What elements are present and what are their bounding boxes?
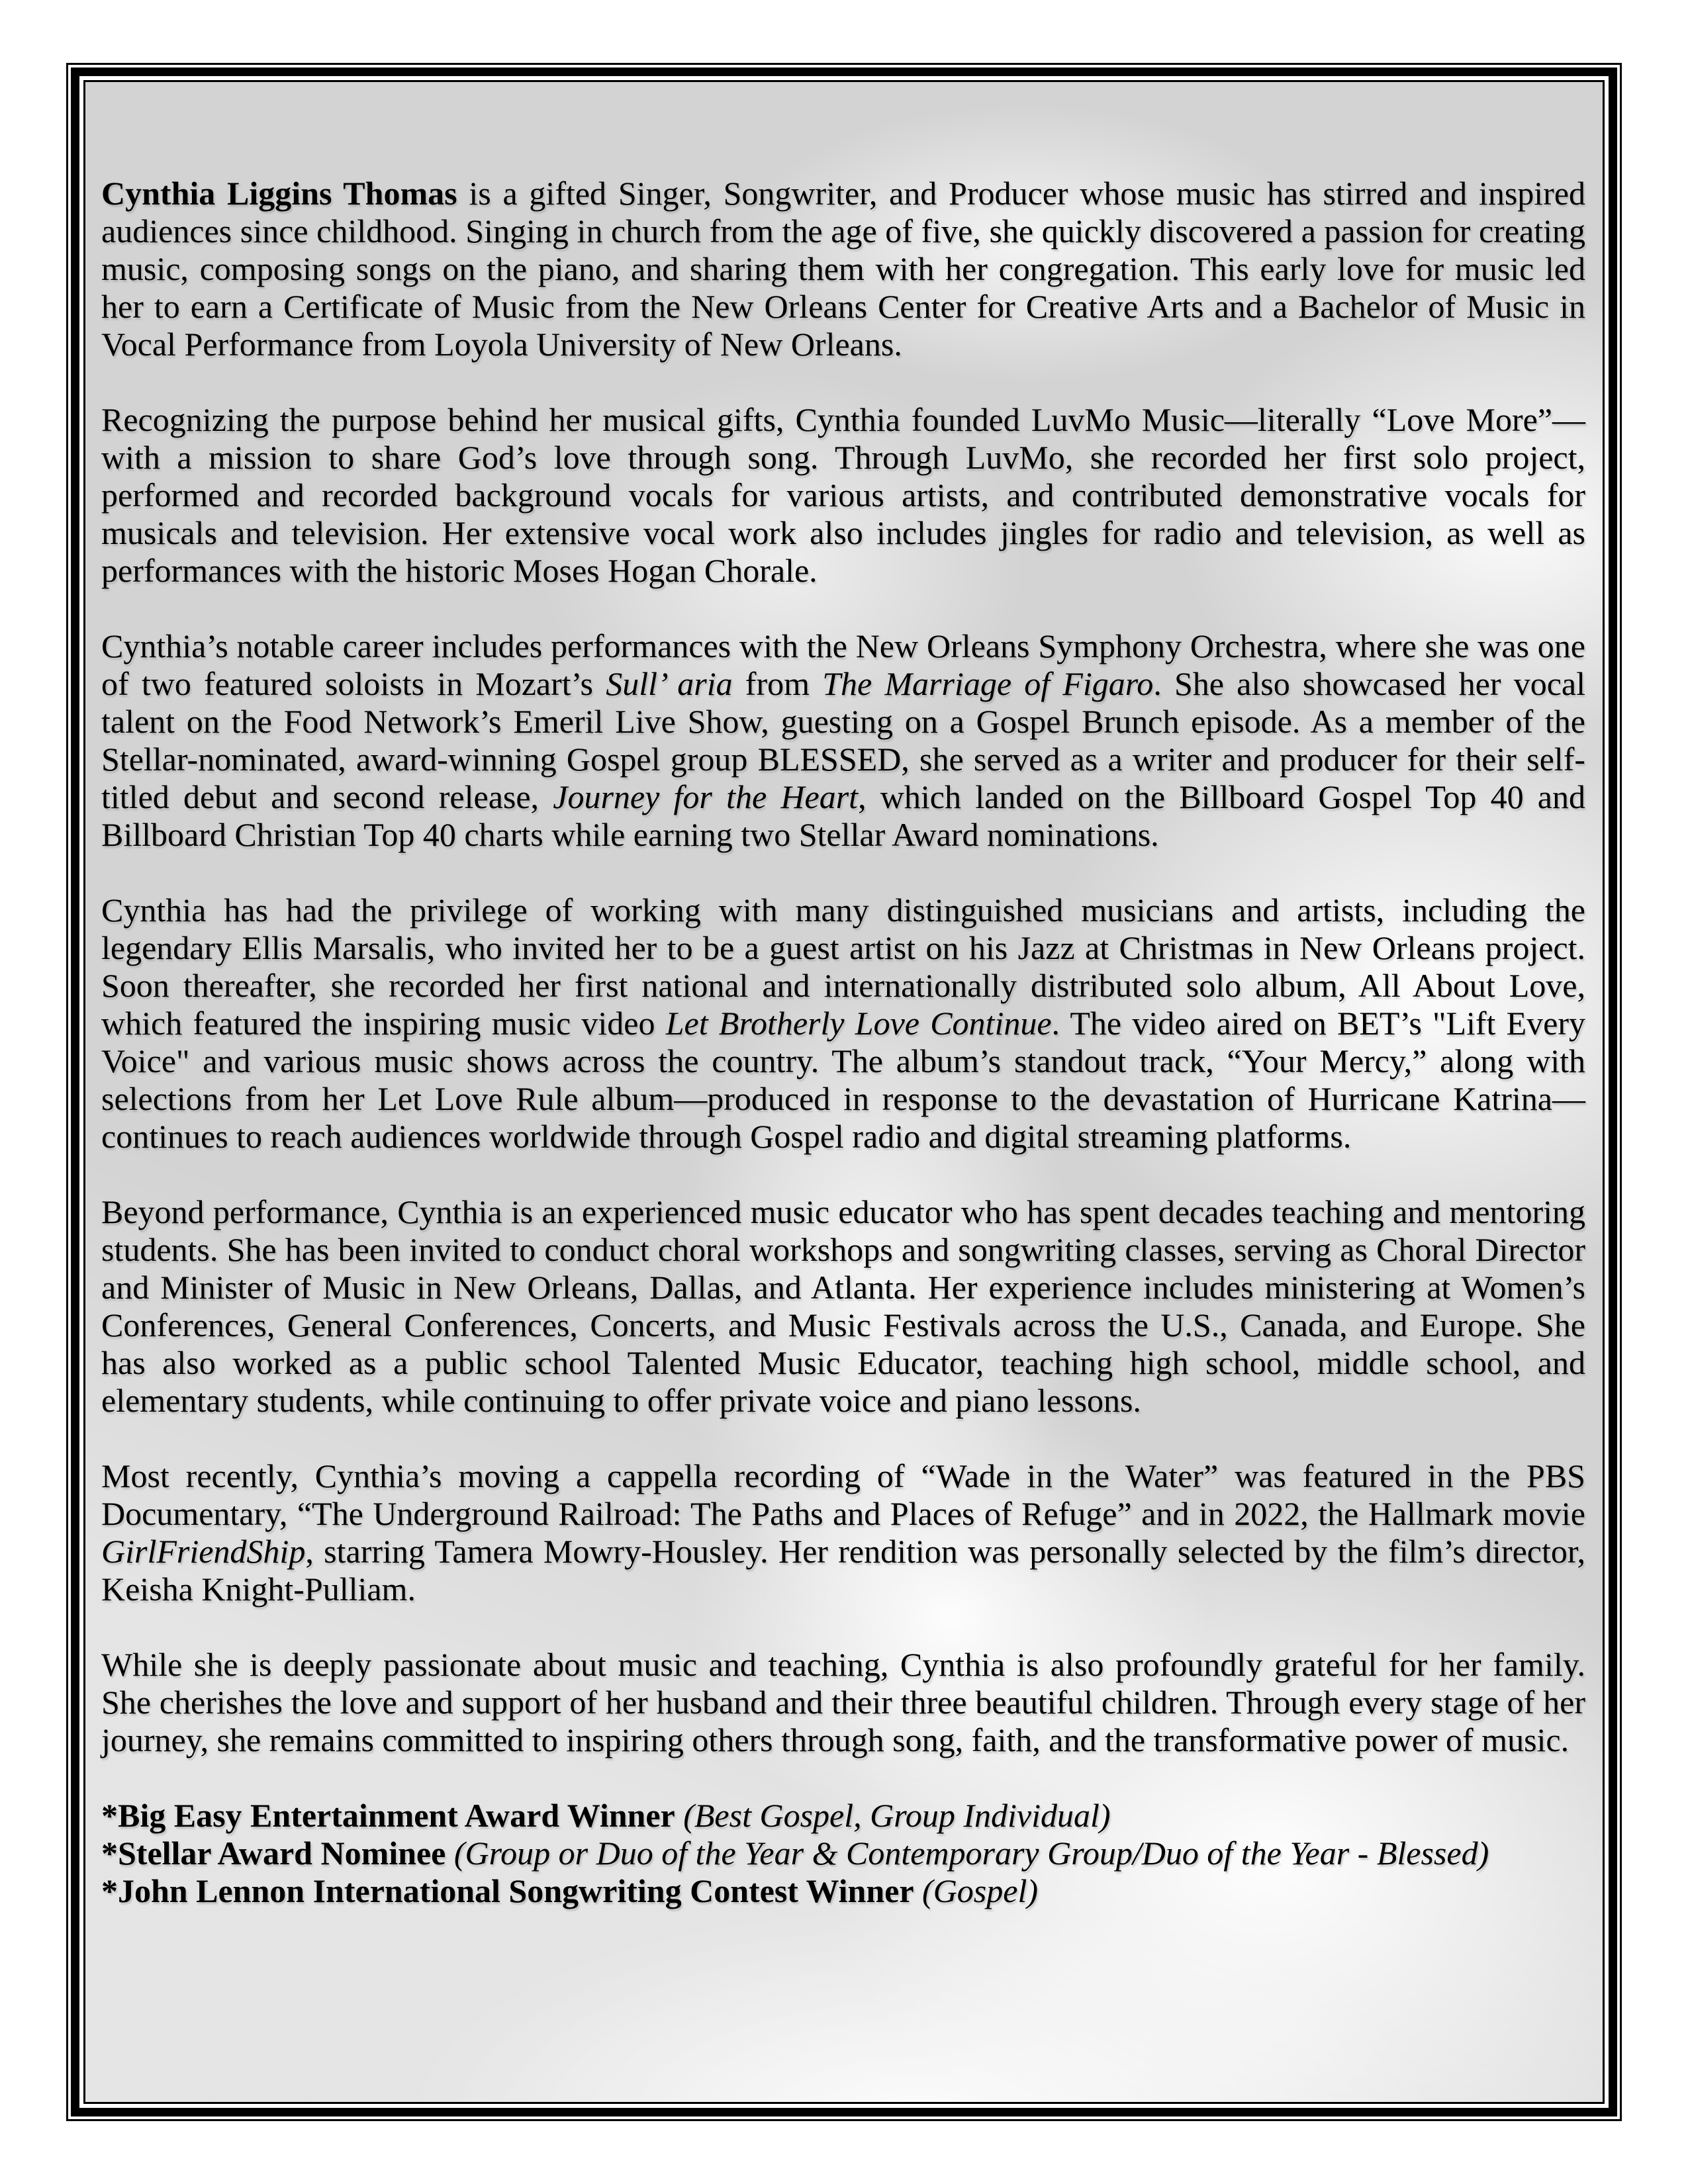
text-run: Recognizing the purpose behind her musical gifts, Cynthia founded LuvMo Music—literally “Love More”—with a mission to share God’s love through song. Through LuvMo, she recorded her first solo project, performed and recorded background vocals for various artists, and contributed demonstrative vocals for musicals and television. Her extensive vocal work also includes jingles for radio and television, as well as performances with the historic Moses Hogan Chorale. bbox=[101, 401, 1585, 589]
text-run: from bbox=[732, 665, 823, 702]
text-run: . The video aired on BET’s "Lift Every Voice" and various music shows across the country. The album’s standout track, “Your Mercy,” along with selections from her Let Love Rule album—produced in response to the devastation of Hurricane Katrina—continues to reach audiences worldwide through Gospel radio and digital streaming platforms. bbox=[101, 1005, 1585, 1155]
page-border-outer-line bbox=[66, 63, 1622, 2121]
text-run: is a gifted Singer, Songwriter, and Producer whose music has stirred and inspired audiences since childhood. Singing in church from the age of five, she quickly discovered a passion for creating music, composing songs on the piano, and sharing them with her congregation. This early love for music led her to earn a Certificate of Music from the New Orleans Center for Creative Arts and a Bachelor of Music in Vocal Performance from Loyola University of New Orleans. bbox=[101, 175, 1586, 363]
page-border-thick-band bbox=[71, 68, 1617, 2116]
bio-paragraph-recent bbox=[101, 1457, 1585, 1608]
text-run: Most recently, Cynthia’s moving a cappella recording of “Wade in the Water” was featured in the PBS Documentary, “The Underground Railroad: The Paths and Places of Refuge” and in 2022, the Hallmark movie bbox=[101, 1457, 1585, 1532]
bio-paragraph-intro bbox=[101, 175, 1585, 363]
page-content-area bbox=[83, 80, 1605, 2104]
awards-list bbox=[101, 1797, 1585, 1910]
bio-paragraph-career bbox=[101, 627, 1585, 854]
italic-run: The Marriage of Figaro bbox=[822, 665, 1154, 702]
text-run: Beyond performance, Cynthia is an experienced music educator who has spent decades teaching and mentoring students. She has been invited to conduct choral workshops and songwriting classes, serving as Choral Director and Minister of Music in New Orleans, Dallas, and Atlanta. Her experience includes ministering at Women’s Conferences, General Conferences, Concerts, and Music Festivals across the U.S., Canada, and Europe. She has also worked as a public school Talented Music Educator, teaching high school, middle school, and elementary students, while continuing to offer private voice and piano lessons. bbox=[101, 1193, 1585, 1419]
bio-paragraph-family bbox=[101, 1646, 1585, 1759]
bio-paragraph-luvmo bbox=[101, 401, 1585, 590]
text-run: Cynthia has had the privilege of working with many distinguished musicians and artists, including the legendary Ellis Marsalis, who invited her to be a guest artist on his Jazz at Christmas in New Orleans project. Soon thereafter, she recorded her first national and internationally distributed solo album, All About Love, which featured the inspiring music video bbox=[101, 891, 1585, 1042]
italic-run: Journey for the Heart bbox=[553, 778, 859, 815]
italic-run: GirlFriendShip bbox=[101, 1533, 306, 1570]
text-run: , which landed on the Billboard Gospel Top 40 and Billboard Christian Top 40 charts while earning two Stellar Award nominations. bbox=[101, 778, 1585, 853]
award-title: *Big Easy Entertainment Award Winner bbox=[101, 1797, 675, 1834]
italic-run: Let Brotherly Love Continue bbox=[665, 1005, 1052, 1042]
bio-paragraph-educator bbox=[101, 1193, 1585, 1420]
award-line-stellar bbox=[101, 1835, 1585, 1872]
award-detail: (Group or Duo of the Year & Contemporary Group/Duo of the Year - Blessed) bbox=[445, 1835, 1489, 1872]
text-run: . She also showcased her vocal talent on the Food Network’s Emeril Live Show, guesting on a Gospel Brunch episode. As a member of the Stellar-nominated, award-winning Gospel group BLESSED, she served as a writer and producer for their self-titled debut and second release, bbox=[101, 665, 1585, 815]
text-run: Cynthia’s notable career includes performances with the New Orleans Symphony Orchestra, where she was one of two featured soloists in Mozart’s bbox=[101, 627, 1585, 702]
person-name: Cynthia Liggins Thomas bbox=[101, 175, 457, 212]
italic-run: Sull’ aria bbox=[606, 665, 733, 702]
text-run: While she is deeply passionate about music and teaching, Cynthia is also profoundly grateful for her family. She cherishes the love and support of her husband and their three beautiful children. Through every stage of her journey, she remains committed to inspiring others through song, faith, and the transformative power of music. bbox=[101, 1646, 1585, 1758]
award-detail: (Gospel) bbox=[914, 1872, 1038, 1909]
bio-paragraph-collaborations bbox=[101, 891, 1585, 1156]
award-detail: (Best Gospel, Group Individual) bbox=[675, 1797, 1111, 1834]
award-title: *John Lennon International Songwriting Contest Winner bbox=[101, 1872, 914, 1909]
text-run: , starring Tamera Mowry-Housley. Her rendition was personally selected by the film’s director, Keisha Knight-Pulliam. bbox=[101, 1533, 1585, 1608]
award-line-john-lennon bbox=[101, 1872, 1585, 1910]
award-title: *Stellar Award Nominee bbox=[101, 1835, 446, 1872]
award-line-big-easy bbox=[101, 1797, 1585, 1835]
